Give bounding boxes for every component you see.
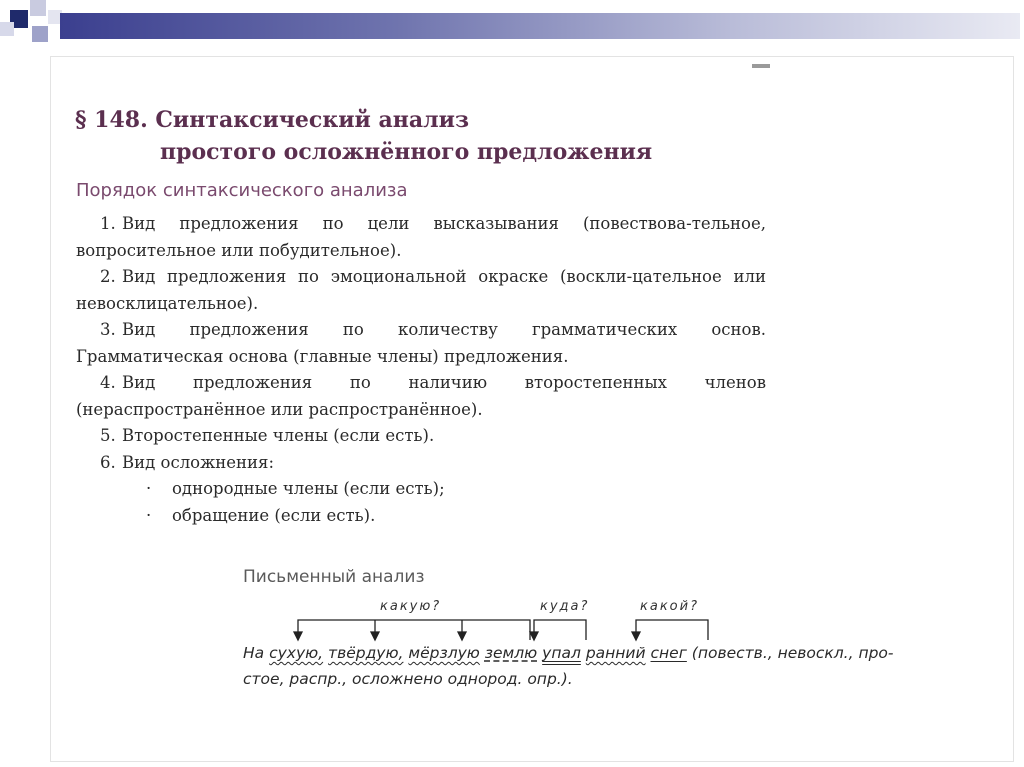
item-number: 4. [100, 373, 116, 392]
sentence-word: снег [650, 644, 687, 662]
bullet-text: однородные члены (если есть); [172, 479, 445, 498]
arrowhead-icon [371, 632, 379, 640]
section-subheading: Порядок синтаксического анализа [76, 180, 408, 201]
bullet-item [76, 503, 766, 530]
decor-square-light [30, 0, 46, 16]
sentence-word: мёрзлую [408, 644, 480, 662]
analysis-line-1 [243, 640, 943, 666]
question-label: куда? [540, 599, 590, 614]
item-text: Вид предложения по наличию второстепенных членов (нераспространённое или распространённое). [76, 373, 766, 419]
list-item [76, 370, 766, 423]
list-item [76, 423, 766, 450]
arrowhead-icon [632, 632, 640, 640]
arrowhead-icon [294, 632, 302, 640]
written-analysis-title: Письменный анализ [243, 567, 425, 587]
arrow-line [298, 620, 530, 640]
item-number: 6. [100, 452, 116, 472]
title-line-1: § 148. Синтаксический анализ [75, 107, 469, 133]
bullet-icon: · [146, 479, 152, 498]
bullet-item [76, 476, 766, 503]
item-number: 1. [100, 214, 116, 233]
analysis-tail: (повеств., невоскл., про- [691, 644, 894, 662]
arrow-line [534, 620, 586, 640]
bullet-icon: · [146, 505, 152, 525]
sentence-analysis [243, 640, 943, 692]
item-number: 2. [100, 267, 116, 286]
analysis-steps-list [76, 211, 766, 529]
list-item [76, 450, 766, 477]
arrow-line [636, 620, 708, 640]
list-item [76, 264, 766, 317]
item-text: Вид осложнения: [122, 452, 275, 472]
sentence-word: твёрдую, [328, 644, 404, 662]
item-number: 3. [100, 320, 116, 339]
item-text: Вид предложения по эмоциональной окраске (воскли-цательное или невосклицательное). [76, 267, 766, 313]
title-line-2: простого осложнённого предложения [160, 139, 653, 165]
question-label: какую? [380, 599, 442, 614]
sentence-word: На [243, 644, 265, 662]
list-item [76, 317, 766, 370]
arrowhead-icon [458, 632, 466, 640]
header-gradient-bar [60, 13, 1020, 39]
item-text: Вид предложения по цели высказывания (повествова-тельное, вопросительное или побудительное). [76, 214, 766, 260]
item-text: Вид предложения по количеству грамматических основ. Грамматическая основа (главные члены) предложения. [76, 320, 766, 366]
sentence-word: землю [484, 644, 538, 662]
decor-square-light [0, 22, 14, 36]
item-number: 5. [100, 426, 116, 445]
slide-header-decoration [0, 0, 1024, 46]
sentence-word: сухую, [269, 644, 324, 662]
page-title [75, 104, 775, 168]
decor-square-mid [32, 26, 48, 42]
sentence-word: упал [542, 644, 581, 662]
analysis-line-2: стое, распр., осложнено однород. опр.). [243, 670, 573, 688]
bullet-text: обращение (если есть). [172, 505, 376, 525]
item-text: Второстепенные члены (если есть). [122, 426, 435, 445]
question-label: какой? [640, 599, 699, 614]
scan-mark [752, 64, 770, 68]
arrowhead-icon [530, 632, 538, 640]
sentence-word: ранний [585, 644, 646, 662]
list-item [76, 211, 766, 264]
